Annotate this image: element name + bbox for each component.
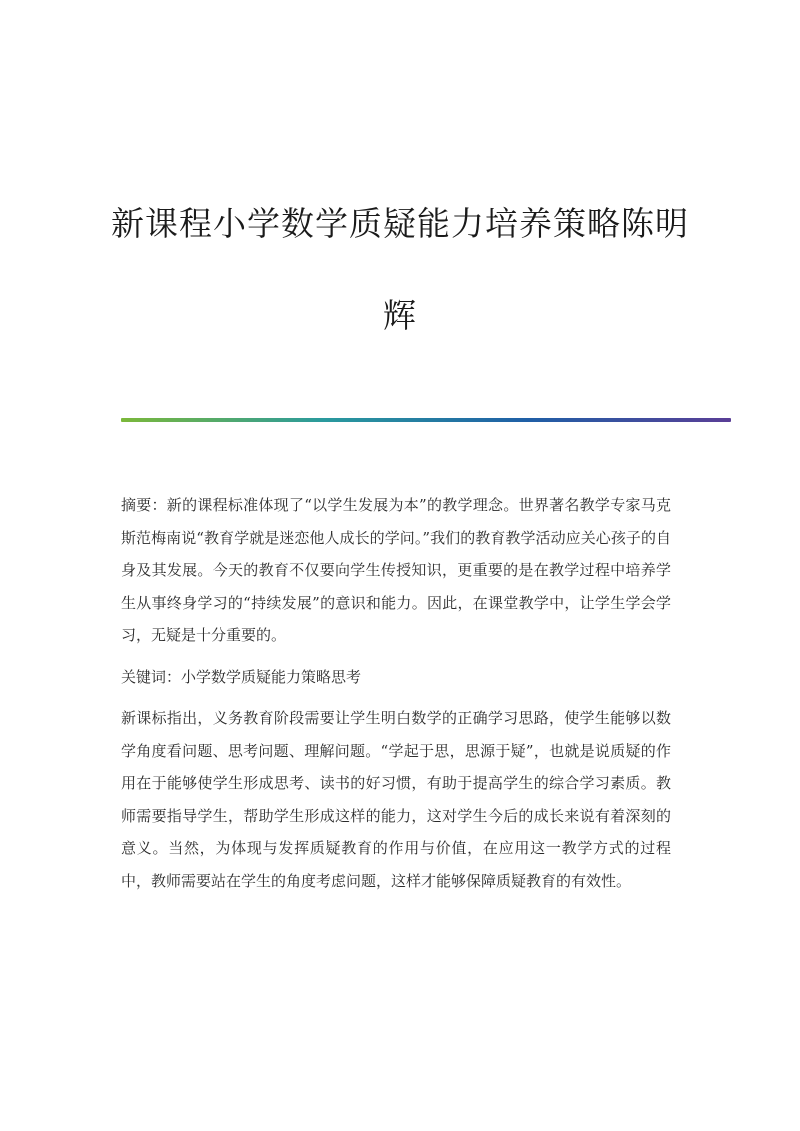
- document-body: [121, 489, 671, 897]
- abstract-paragraph: 摘要：新的课程标准体现了“以学生发展为本”的教学理念。世界著名教学专家马克斯范梅南说“教育学就是迷恋他人成长的学问。”我们的教育教学活动应关心孩子的自身及其发展。今天的教育不仅要向学生传授知识，更重要的是在教学过程中培养学生从事终身学习的“持续发展”的意识和能力。因此，在课堂教学中，让学生学会学习，无疑是十分重要的。: [121, 496, 671, 644]
- document-title: 新课程小学数学质疑能力培养策略陈明辉: [111, 204, 689, 335]
- title-divider: [121, 418, 731, 422]
- body-paragraph: 新课标指出，义务教育阶段需要让学生明白数学的正确学习思路，使学生能够以数学角度看问题、思考问题、理解问题。“学起于思，思源于疑”，也就是说质疑的作用在于能够使学生形成思考、读书的好习惯，有助于提高学生的综合学习素质。教师需要指导学生，帮助学生形成这样的能力，这对学生今后的成长来说有着深刻的意义。当然，为体现与发挥质疑教育的作用与价值，在应用这一教学方式的过程中，教师需要站在学生的角度考虑问题，这样才能够保障质疑教育的有效性。: [121, 709, 671, 890]
- keywords-paragraph: 关键词：小学数学质疑能力策略思考: [121, 667, 362, 686]
